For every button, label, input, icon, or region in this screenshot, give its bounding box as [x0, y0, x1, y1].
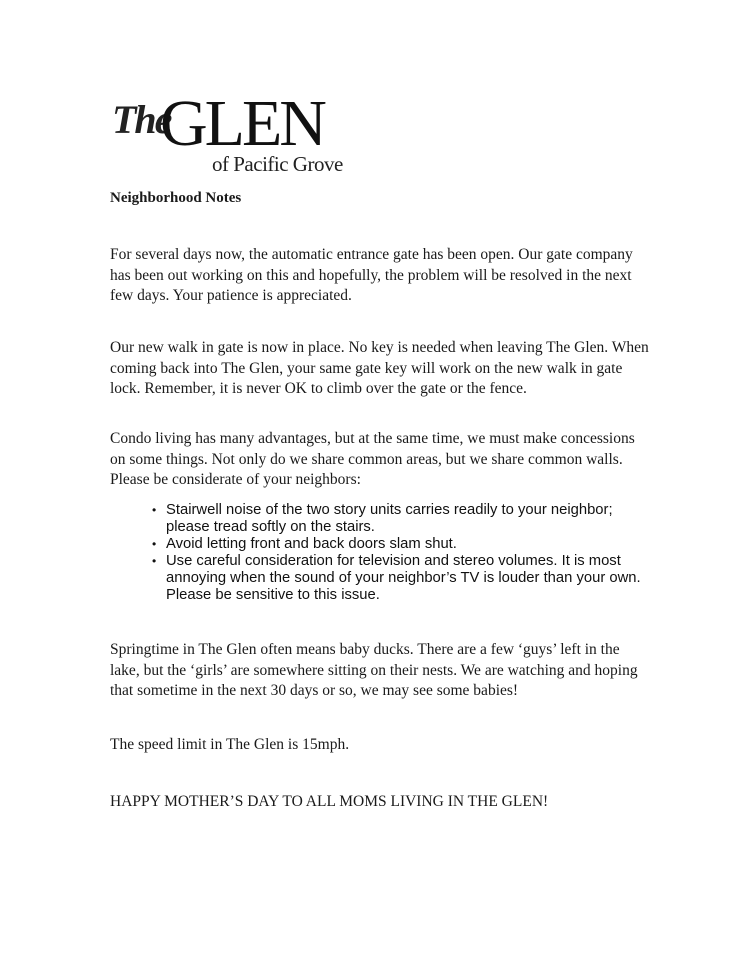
paragraph-ducks: Springtime in The Glen often means baby ducks. There are a few ‘guys’ left in the lake, but the ‘girls’ are somewhere sitting on their nests. We are watching and hoping that sometime in the next 30 days or so, we may see some babies! [110, 641, 638, 699]
logo-glen-text: GLEN [160, 87, 324, 160]
bullet-icon: • [152, 503, 157, 517]
considerate-list [152, 502, 652, 604]
the-glen-logo [108, 87, 356, 184]
list-item [152, 553, 652, 604]
paragraph-mothers-day: HAPPY MOTHER’S DAY TO ALL MOMS LIVING IN THE GLEN! [110, 793, 549, 810]
list-item-text: Use careful consideration for television and stereo volumes. It is most annoying when the sound of your neighbor’s TV is louder than your own. Please be sensitive to this issue. [166, 553, 641, 603]
list-item-text: Stairwell noise of the two story units carries readily to your neighbor; please tread softly on the stairs. [166, 502, 613, 535]
bullet-icon: • [152, 554, 157, 568]
page-heading: Neighborhood Notes [110, 190, 242, 206]
paragraph-condo-living: Condo living has many advantages, but at the same time, we must make concessions on some things. Not only do we share common areas, but we share common walls. Please be considerate of your neighbors: [110, 430, 635, 488]
list-item [152, 502, 652, 536]
logo-subtitle: of Pacific Grove [212, 152, 343, 176]
paragraph-gate: For several days now, the automatic entrance gate has been open. Our gate company has been out working on this and hopefully, the problem will be resolved in the next few days. Your patience is appreciated. [110, 246, 633, 304]
paragraph-walk-in-gate: Our new walk in gate is now in place. No key is needed when leaving The Glen. When coming back into The Glen, your same gate key will work on the new walk in gate lock. Remember, it is never OK to climb over the gate or the fence. [110, 339, 649, 397]
logo-the-text: The [112, 97, 171, 142]
bullet-icon: • [152, 537, 157, 551]
list-item-text: Avoid letting front and back doors slam shut. [166, 536, 457, 552]
list-item [152, 536, 652, 553]
paragraph-speed-limit: The speed limit in The Glen is 15mph. [110, 736, 350, 753]
